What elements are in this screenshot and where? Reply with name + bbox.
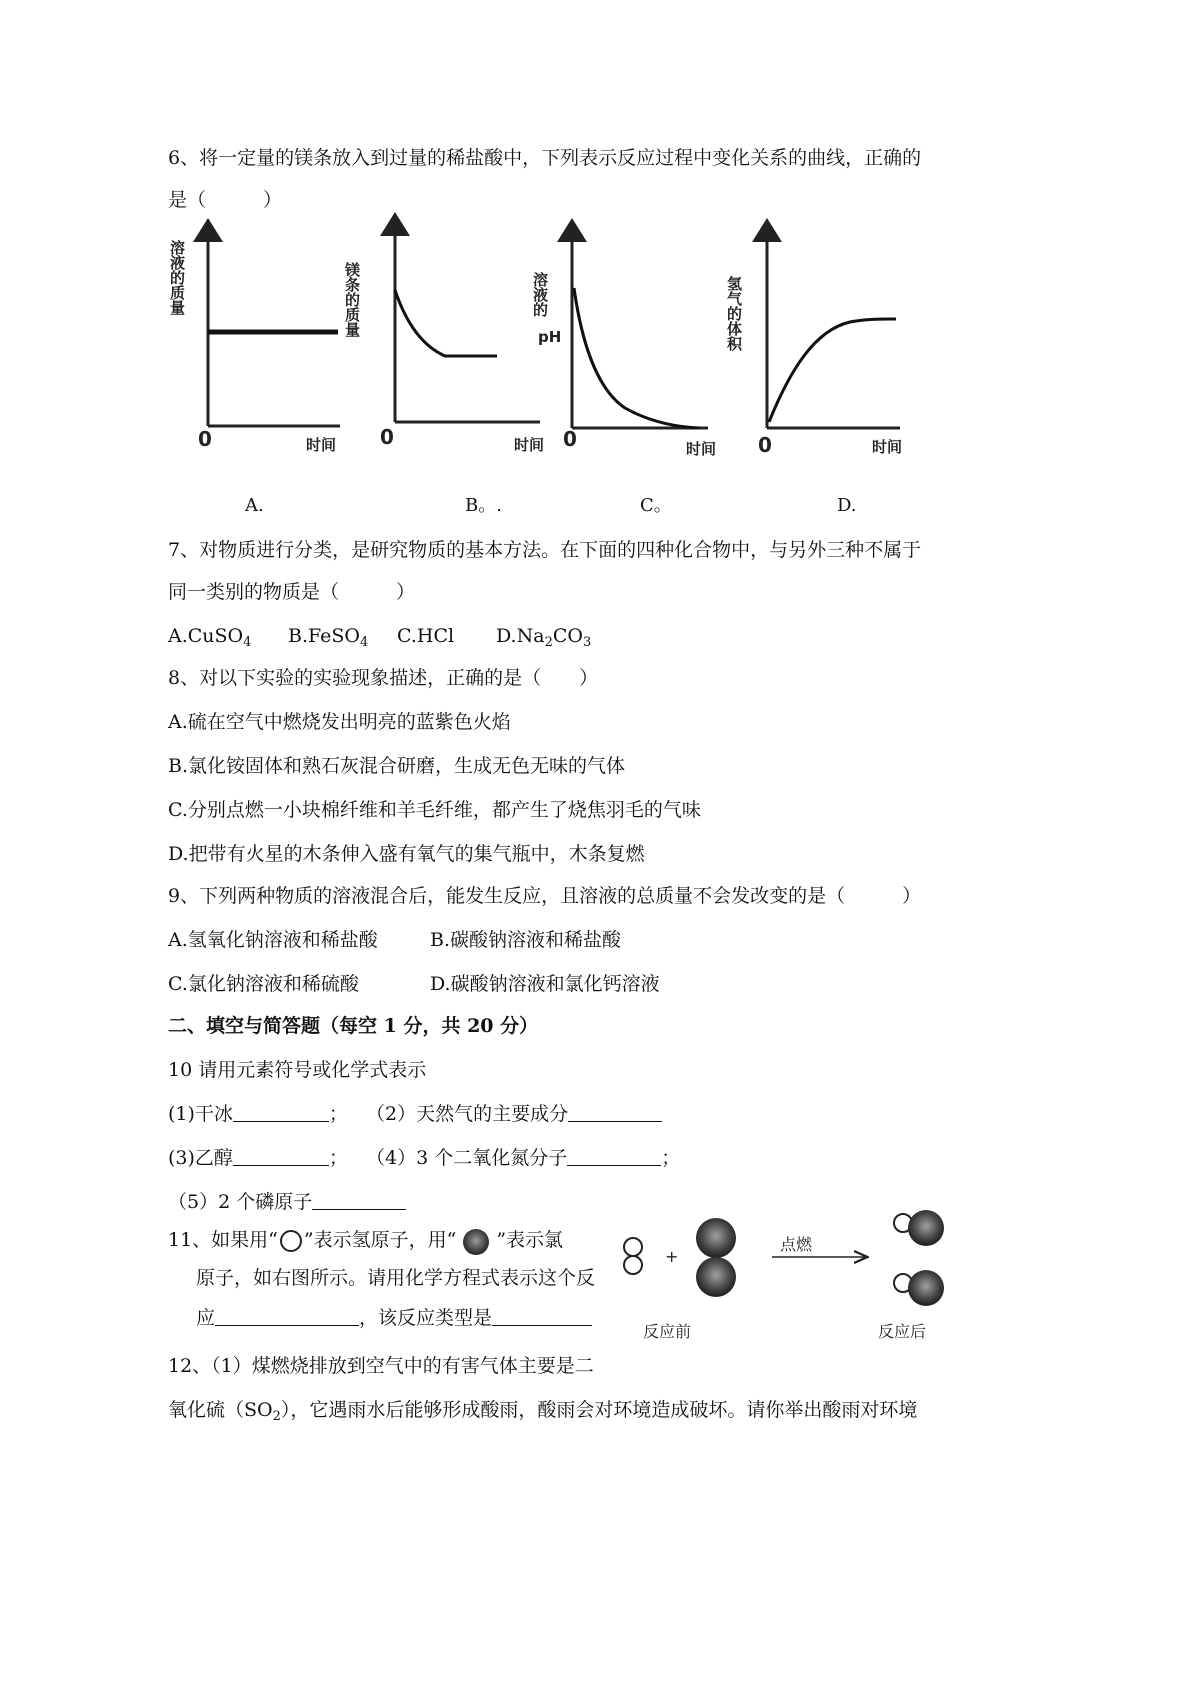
hcl-molecule-1	[894, 1210, 944, 1246]
q9-stem: 9、下列两种物质的溶液混合后，能发生反应，且溶液的总质量不会发改变的是（ ）	[168, 885, 922, 907]
q7-option-c: C.HCl	[397, 625, 455, 647]
q10-part5: （5）2 个磷原子	[168, 1190, 406, 1214]
q11-line1: 11、如果用“ ”表示氢原子，用“ ”表示氯	[168, 1228, 563, 1252]
q6-option-d: D.	[837, 495, 857, 516]
graph-a-ylabel: 溶液的质量	[168, 240, 186, 315]
q6-stem-line1: 6、将一定量的镁条放入到过量的稀盐酸中，下列表示反应过程中变化关系的曲线，正确的	[168, 147, 922, 169]
q12-line2: 氧化硫$(SO_2)$，它遇雨水后能够形成酸雨，酸雨会对环境造成破坏。请你举出酸雨对环境	[168, 1399, 918, 1424]
graph-b-ylabel: 镁条的质量	[343, 262, 361, 337]
q11-line2: 原子，如右图所示。请用化学方程式表示这个反	[196, 1267, 596, 1289]
hcl-molecule-2	[894, 1270, 944, 1306]
graph-c-origin: 0	[563, 427, 577, 451]
q7-stem-line2: 同一类别的物质是（ ）	[168, 581, 416, 603]
graph-c-ylabel: 溶液的	[531, 272, 549, 317]
graph-b-xlabel: 时间	[514, 436, 545, 454]
section-2-heading: 二、填空与简答题（每空 1 分，共 20 分）	[168, 1015, 539, 1037]
graph-c-xlabel: 时间	[686, 440, 717, 458]
q10-part3: (3)乙醇 ；	[168, 1147, 348, 1169]
q7-option-d: $D.Na_2CO_3$	[496, 625, 592, 650]
q6-stem-line2: 是（ ）	[168, 189, 283, 211]
q6-option-b: B。.	[465, 495, 502, 516]
q9-option-c: C.氯化钠溶液和稀硫酸	[168, 973, 359, 995]
q12-line1: 12、（1）煤燃烧排放到空气中的有害气体主要是二	[168, 1355, 594, 1377]
q7-stem-line1: 7、对物质进行分类，是研究物质的基本方法。在下面的四种化合物中，与另外三种不属于	[168, 539, 922, 561]
q6-option-a: A.	[245, 495, 264, 516]
q8-option-c: C.分别点燃一小块棉纤维和羊毛纤维，都产生了烧焦羽毛的气味	[168, 799, 701, 821]
graph-d-xlabel: 时间	[872, 438, 903, 456]
q6-option-c: C。	[640, 495, 672, 516]
graph-d-origin: 0	[758, 433, 772, 457]
graph-a-origin: 0	[198, 427, 212, 451]
q10-part2: （2）天然气的主要成分	[366, 1102, 662, 1126]
graph-b-origin: 0	[380, 425, 394, 449]
graph-a-xlabel: 时间	[306, 436, 337, 454]
reaction-plus: +	[665, 1247, 679, 1266]
reaction-condition: 点燃	[780, 1235, 813, 1254]
chlorine-molecule	[696, 1218, 736, 1297]
q8-option-d: D.把带有火星的木条伸入盛有氧气的集气瓶中，木条复燃	[168, 843, 645, 865]
graph-d-ylabel: 氢气的体积	[725, 276, 743, 351]
label-after: 反应后	[878, 1322, 927, 1341]
q9-option-a: A.氢氧化钠溶液和稀盐酸	[168, 929, 378, 951]
q10-stem: 10 请用元素符号或化学式表示	[168, 1059, 427, 1081]
q8-stem: 8、对以下实验的实验现象描述，正确的是（ ）	[168, 667, 599, 689]
q8-option-b: B.氯化铵固体和熟石灰混合研磨，生成无色无味的气体	[168, 755, 626, 777]
label-before: 反应前	[643, 1322, 692, 1341]
q9-option-b: B.碳酸钠溶液和稀盐酸	[430, 929, 622, 951]
q10-part4: （4）3 个二氧化氮分子 ；	[366, 1147, 681, 1169]
q8-option-a: A.硫在空气中燃烧发出明亮的蓝紫色火焰	[168, 711, 511, 733]
q11-line3: 应 ，该反应类型是	[196, 1306, 592, 1330]
q7-option-b: B.FeSO$_4$	[288, 625, 369, 650]
q9-option-d: D.碳酸钠溶液和氯化钙溶液	[430, 973, 660, 995]
hydrogen-molecule	[624, 1238, 642, 1274]
q10-part1: (1)干冰 ；	[168, 1103, 348, 1125]
q7-option-a: A.CuSO$_4$	[168, 625, 252, 650]
graph-c-ylabel-ph: pH	[538, 328, 562, 346]
